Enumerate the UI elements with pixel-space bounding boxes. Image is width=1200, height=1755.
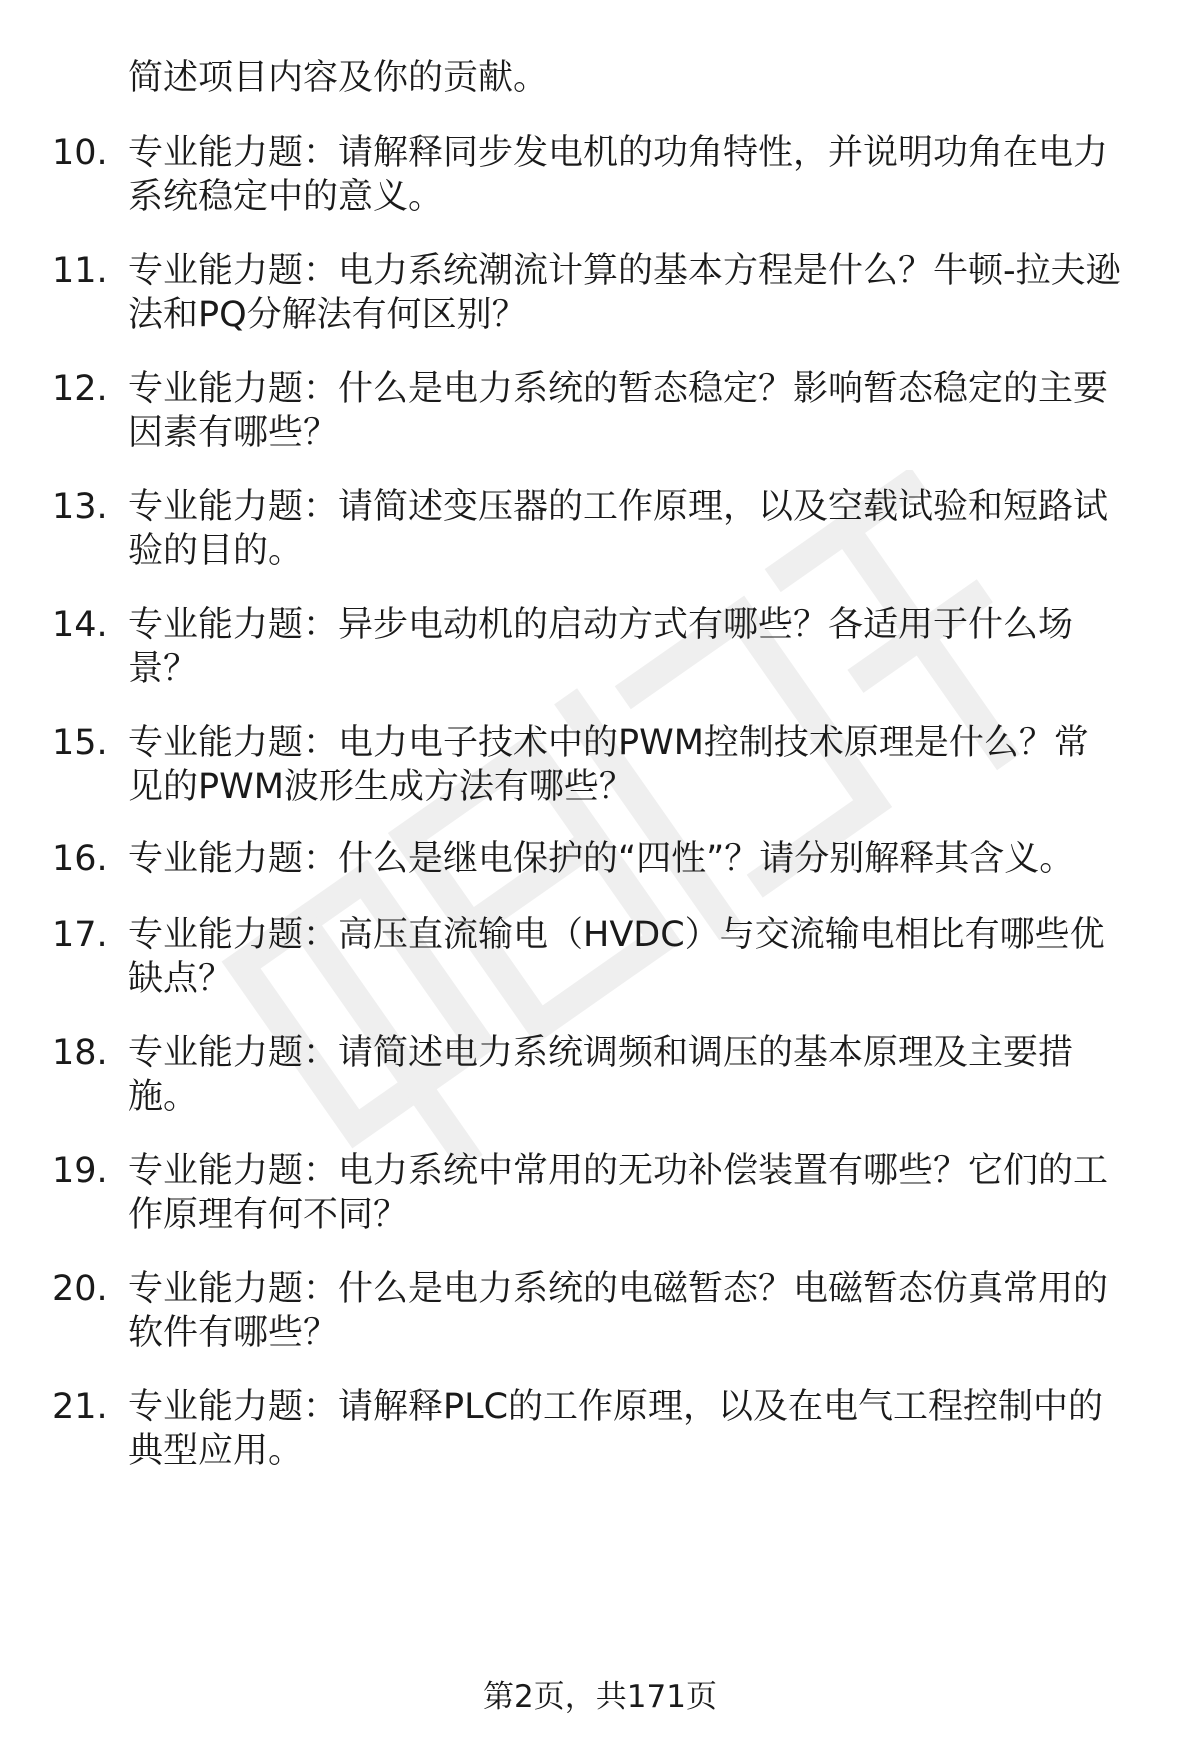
item-text-line2: 典型应用。 [128, 1431, 304, 1471]
item-number: 18. [52, 1033, 108, 1073]
item-number: 19. [52, 1151, 108, 1191]
intro-line: 简述项目内容及你的贡献。 [128, 58, 549, 98]
item-number: 13. [52, 487, 108, 527]
item-number: 15. [52, 723, 108, 763]
item-text-line2: 景？ [128, 649, 199, 689]
item-number: 10. [52, 133, 108, 173]
item-number: 11. [52, 251, 108, 291]
item-text-line2: 验的目的。 [128, 531, 304, 571]
item-text-line1: 专业能力题：请解释同步发电机的功角特性，并说明功角在电力 [128, 133, 1109, 173]
page-number-footer: 第2页，共171页 [483, 1679, 717, 1715]
item-text-line2: 作原理有何不同？ [128, 1195, 409, 1235]
item-text-line1: 专业能力题：电力系统潮流计算的基本方程是什么？牛顿-拉夫逊 [128, 251, 1121, 291]
item-text-line1: 专业能力题：高压直流输电（HVDC）与交流输电相比有哪些优 [128, 915, 1105, 955]
item-text-line1: 专业能力题：什么是电力系统的电磁暂态？电磁暂态仿真常用的 [128, 1269, 1109, 1309]
item-text-line2: 软件有哪些？ [128, 1313, 339, 1353]
item-number: 21. [52, 1387, 108, 1427]
item-text-line2: 施。 [128, 1077, 199, 1117]
item-text-line1: 专业能力题：请简述电力系统调频和调压的基本原理及主要措 [128, 1033, 1074, 1073]
item-text-line1: 专业能力题：异步电动机的启动方式有哪些？各适用于什么场 [128, 605, 1074, 645]
item-text-line2: 系统稳定中的意义。 [128, 177, 444, 217]
item-number: 20. [52, 1269, 108, 1309]
item-text-line2: 缺点？ [128, 959, 234, 999]
item-text-line1: 专业能力题：请简述变压器的工作原理，以及空载试验和短路试 [128, 487, 1109, 527]
item-text-line2: 见的PWM波形生成方法有哪些？ [128, 767, 634, 807]
item-text-line1: 专业能力题：电力电子技术中的PWM控制技术原理是什么？常 [128, 723, 1089, 763]
item-text-line1: 专业能力题：什么是电力系统的暂态稳定？影响暂态稳定的主要 [128, 369, 1109, 409]
item-text-line2: 法和PQ分解法有何区别？ [128, 295, 527, 335]
item-text-line2: 因素有哪些？ [128, 413, 339, 453]
item-number: 17. [52, 915, 108, 955]
item-text-line1: 专业能力题：什么是继电保护的“四性”？请分别解释其含义。 [128, 839, 1075, 879]
item-number: 16. [52, 839, 108, 879]
item-number: 12. [52, 369, 108, 409]
item-text-line1: 专业能力题：电力系统中常用的无功补偿装置有哪些？它们的工 [128, 1151, 1109, 1191]
item-text-line1: 专业能力题：请解释PLC的工作原理，以及在电气工程控制中的 [128, 1387, 1104, 1427]
item-number: 14. [52, 605, 108, 645]
